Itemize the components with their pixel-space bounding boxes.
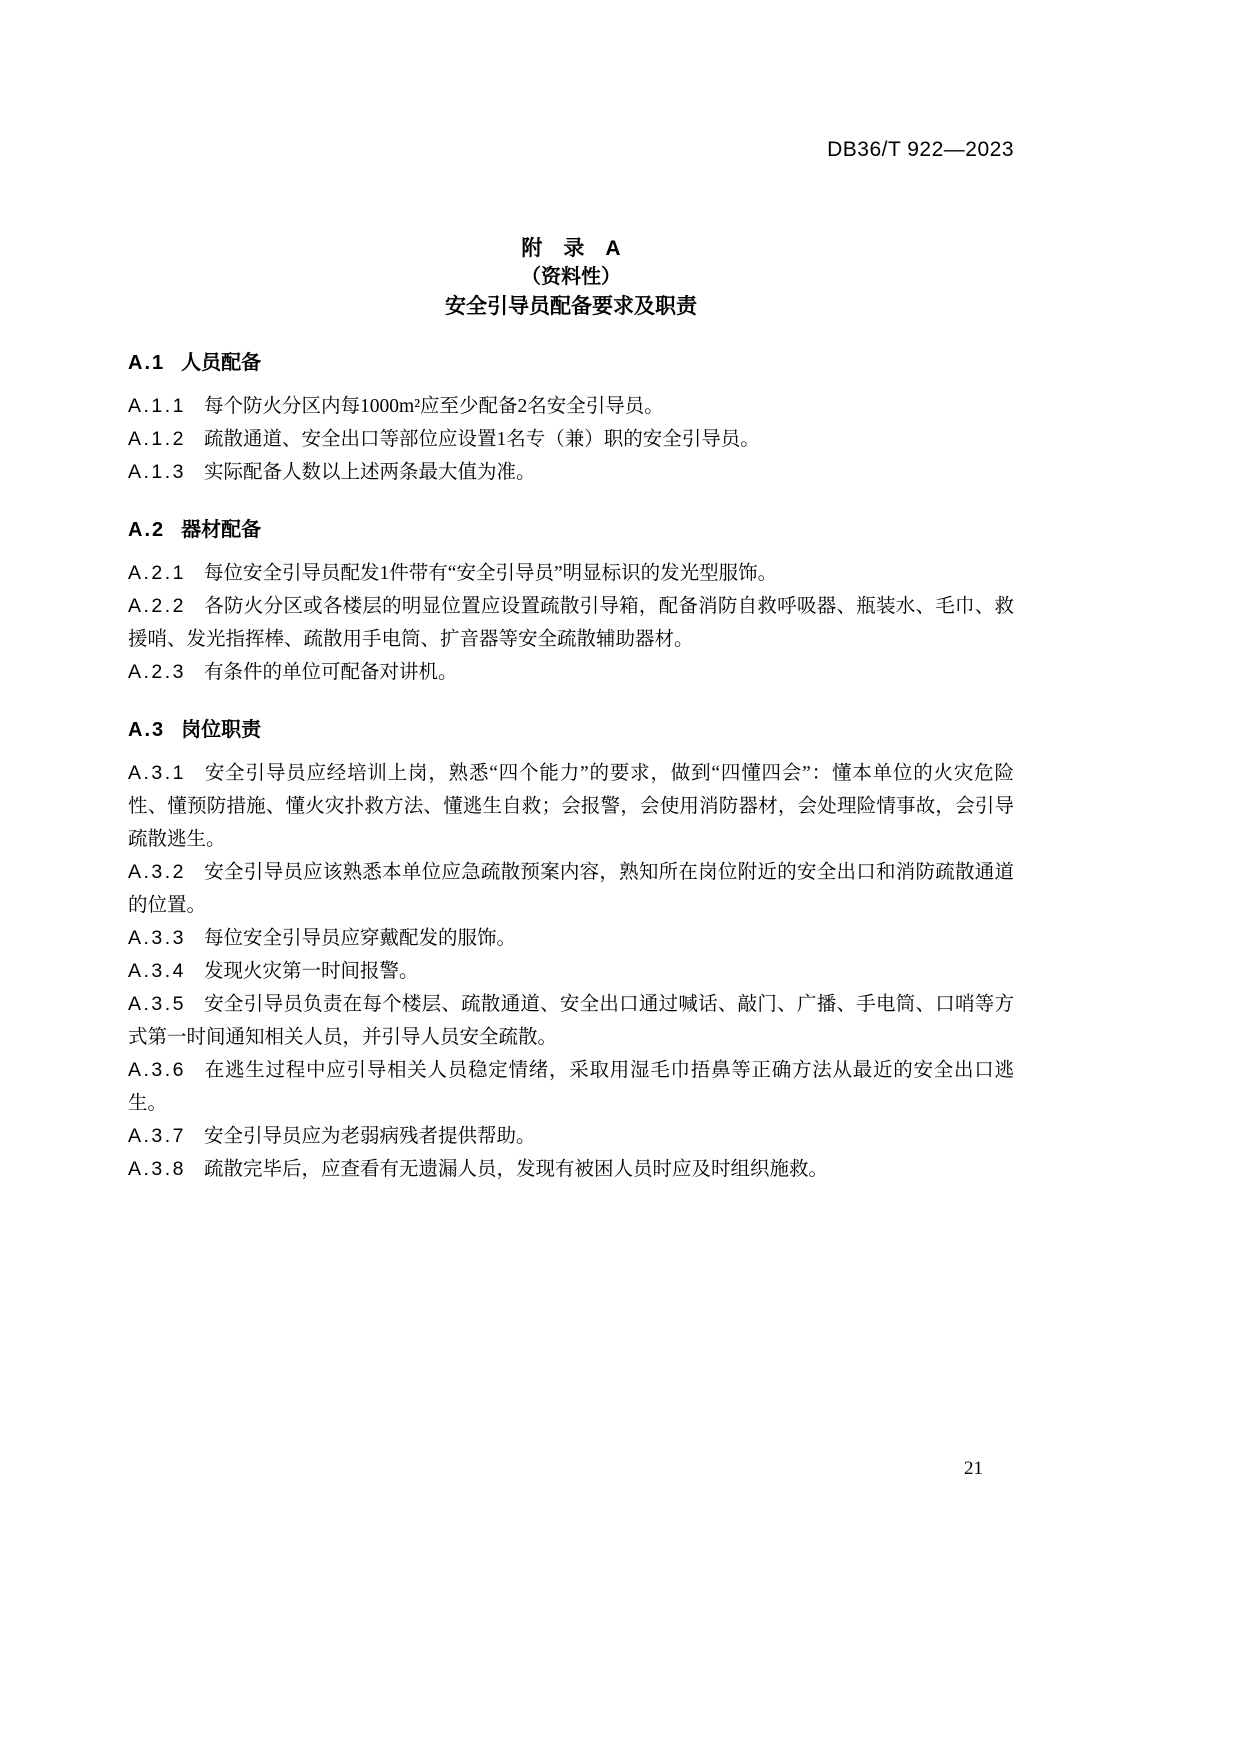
clause-label: A.3.5 <box>128 993 187 1015</box>
appendix-subject: 安全引导员配备要求及职责 <box>445 295 697 318</box>
section-label: A.2 <box>128 519 166 541</box>
page-content <box>128 0 1014 1186</box>
clause <box>128 1054 1014 1120</box>
clause-text: 各防火分区或各楼层的明显位置应设置疏散引导箱，配备消防自救呼吸器、瓶装水、毛巾、救援哨、发光指挥棒、疏散用手电筒、扩音器等安全疏散辅助器材。 <box>128 596 1014 650</box>
clause <box>128 955 1014 988</box>
clause-text: 每位安全引导员应穿戴配发的服饰。 <box>204 928 517 949</box>
section-heading <box>128 715 1014 745</box>
clause-label: A.3.3 <box>128 927 187 949</box>
section-title: 岗位职责 <box>181 719 262 741</box>
clause-label: A.3.4 <box>128 960 187 982</box>
section-heading <box>128 348 1014 378</box>
clause <box>128 1153 1014 1186</box>
clause-label: A.1.3 <box>128 461 187 483</box>
clause <box>128 856 1014 922</box>
document-body <box>128 348 1014 1186</box>
clause-label: A.3.2 <box>128 861 187 883</box>
section-label: A.1 <box>128 352 166 374</box>
clause <box>128 1120 1014 1153</box>
document-number: DB36/T 922—2023 <box>827 138 1014 161</box>
appendix-title-block <box>128 234 1014 322</box>
clause-label: A.3.1 <box>128 762 187 784</box>
clause-label: A.2.1 <box>128 562 187 584</box>
clause-label: A.3.8 <box>128 1158 187 1180</box>
clause-label: A.1.1 <box>128 395 187 417</box>
clause-text: 实际配备人数以上述两条最大值为准。 <box>204 462 536 483</box>
clause-text: 在逃生过程中应引导相关人员稳定情绪，采取用湿毛巾捂鼻等正确方法从最近的安全出口逃生。 <box>128 1060 1014 1114</box>
clause <box>128 423 1014 456</box>
section-title: 人员配备 <box>181 352 262 374</box>
clause-text: 有条件的单位可配备对讲机。 <box>204 662 458 683</box>
clause-text: 安全引导员应该熟悉本单位应急疏散预案内容，熟知所在岗位附近的安全出口和消防疏散通道的位置。 <box>128 862 1014 916</box>
clause-text: 安全引导员应为老弱病残者提供帮助。 <box>204 1126 536 1147</box>
clause-text: 安全引导员负责在每个楼层、疏散通道、安全出口通过喊话、敲门、广播、手电筒、口哨等方式第一时间通知相关人员，并引导人员安全疏散。 <box>128 994 1014 1048</box>
clause <box>128 390 1014 423</box>
clause-text: 安全引导员应经培训上岗，熟悉“四个能力”的要求，做到“四懂四会”：懂本单位的火灾危险性、懂预防措施、懂火灾扑救方法、懂逃生自救；会报警，会使用消防器材，会处理险情事故，会引导疏散逃生。 <box>128 763 1014 850</box>
clause <box>128 922 1014 955</box>
clause-label: A.1.2 <box>128 428 187 450</box>
clause-text: 疏散通道、安全出口等部位应设置1名专（兼）职的安全引导员。 <box>204 429 760 450</box>
clause-text: 每位安全引导员配发1件带有“安全引导员”明显标识的发光型服饰。 <box>204 563 778 584</box>
clause-label: A.3.6 <box>128 1059 187 1081</box>
clause-text: 发现火灾第一时间报警。 <box>204 961 419 982</box>
clause-label: A.2.3 <box>128 661 187 683</box>
clause-text: 每个防火分区内每1000m²应至少配备2名安全引导员。 <box>204 396 664 417</box>
section-title: 器材配备 <box>181 519 262 541</box>
clause <box>128 590 1014 656</box>
appendix-type: （资料性） <box>521 266 621 288</box>
section-heading <box>128 515 1014 545</box>
clause <box>128 557 1014 590</box>
clause <box>128 456 1014 489</box>
appendix-title: 附 录 A <box>521 237 621 260</box>
clause-label: A.2.2 <box>128 595 187 617</box>
clause-label: A.3.7 <box>128 1125 187 1147</box>
clause-text: 疏散完毕后，应查看有无遗漏人员，发现有被困人员时应及时组织施救。 <box>204 1159 829 1180</box>
section-label: A.3 <box>128 719 166 741</box>
page-number: 21 <box>964 1458 983 1479</box>
clause <box>128 988 1014 1054</box>
clause <box>128 656 1014 689</box>
clause <box>128 757 1014 856</box>
